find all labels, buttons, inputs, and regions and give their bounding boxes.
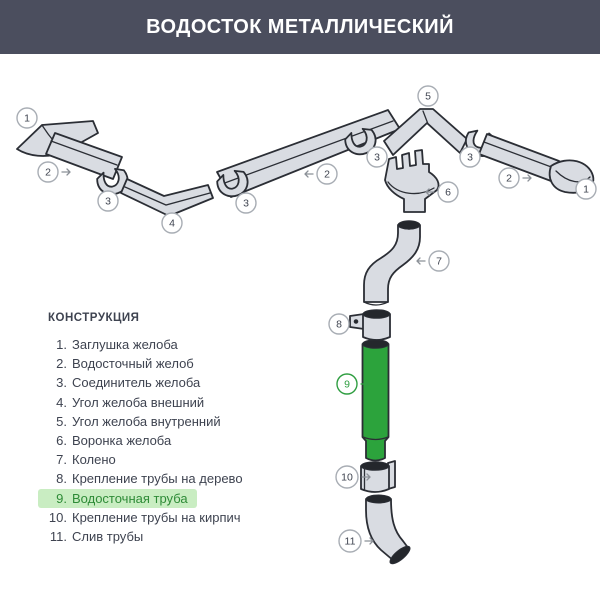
callout-gutter-left xyxy=(38,162,70,182)
callout-number: 1 xyxy=(583,183,589,196)
legend-list xyxy=(38,335,252,546)
part-bracket-wood-shape xyxy=(350,310,390,340)
callout-number: 1 xyxy=(24,112,30,125)
part-gutter-right-shape xyxy=(479,134,559,181)
callout-number: 5 xyxy=(425,90,431,103)
legend xyxy=(38,312,252,546)
arrow-right-icon xyxy=(523,175,531,181)
arrow-left-icon xyxy=(417,258,425,264)
legend-item-label: Водосточный желоб xyxy=(72,356,194,372)
callout-number: 3 xyxy=(243,197,249,210)
legend-item xyxy=(38,527,152,546)
arrow-left-icon xyxy=(305,171,313,177)
callout-number: 2 xyxy=(45,166,51,179)
arrow-right-icon xyxy=(62,169,70,175)
legend-item-label: Крепление трубы на кирпич xyxy=(72,509,241,525)
legend-item-number: 4. xyxy=(56,394,67,410)
page-title: ВОДОСТОК МЕТАЛЛИЧЕСКИЙ xyxy=(146,15,454,38)
legend-item-label: Соединитель желоба xyxy=(72,375,201,391)
callout-gutter-middle xyxy=(305,164,337,184)
callout-connector-mid-left xyxy=(236,193,256,213)
callout-number: 10 xyxy=(341,471,353,484)
legend-item xyxy=(38,489,197,508)
callout-number: 3 xyxy=(374,151,380,164)
callout-elbow xyxy=(417,251,449,271)
callout-drain xyxy=(339,530,373,552)
callout-corner-inner xyxy=(418,86,438,106)
callout-connector-left xyxy=(98,191,118,211)
legend-item-number: 6. xyxy=(56,433,67,449)
callout-endcap-right xyxy=(576,179,596,199)
callout-connector-mid-right xyxy=(367,147,387,167)
legend-item xyxy=(38,508,250,527)
part-downpipe-shape xyxy=(363,340,389,461)
arrow-right-icon xyxy=(365,538,373,544)
legend-item-label: Слив трубы xyxy=(72,528,144,544)
legend-title: КОНСТРУКЦИЯ xyxy=(48,312,140,324)
legend-item-number: 5. xyxy=(56,413,67,429)
callout-number: 8 xyxy=(336,318,342,331)
legend-item-number: 11. xyxy=(49,528,67,544)
legend-item-label: Водосточная труба xyxy=(72,490,188,506)
legend-item-number: 8. xyxy=(56,471,67,487)
callout-number: 7 xyxy=(436,255,442,268)
legend-item-label: Колено xyxy=(72,452,116,468)
legend-item xyxy=(38,431,180,450)
callout-corner-outer xyxy=(162,213,182,233)
callout-number: 3 xyxy=(105,195,111,208)
legend-item-number: 1. xyxy=(56,337,67,353)
legend-item-label: Воронка желоба xyxy=(72,433,172,449)
part-corner-outer-shape xyxy=(121,179,213,216)
part-corner-inner-shape xyxy=(384,109,467,155)
callout-bracket-wood xyxy=(329,314,349,334)
legend-item xyxy=(38,335,187,354)
legend-item-number: 7. xyxy=(56,452,67,468)
callout-number: 2 xyxy=(506,172,512,185)
part-elbow-shape xyxy=(364,221,420,305)
callout-number: 4 xyxy=(169,217,175,230)
callout-endcap-left xyxy=(17,108,37,128)
legend-item-label: Заглушка желоба xyxy=(72,337,178,353)
legend-item xyxy=(38,469,252,488)
legend-item xyxy=(38,393,213,412)
callout-number: 11 xyxy=(344,535,356,548)
legend-item xyxy=(38,450,125,469)
legend-item-label: Угол желоба внутренний xyxy=(72,413,221,429)
callout-number: 9 xyxy=(344,378,350,391)
part-drain-shape xyxy=(366,495,412,566)
legend-item-number: 9. xyxy=(56,490,67,506)
legend-item-number: 3. xyxy=(56,375,67,391)
legend-item-number: 10. xyxy=(48,509,67,525)
callout-connector-right xyxy=(460,147,480,167)
legend-item xyxy=(38,354,203,373)
callout-number: 3 xyxy=(467,151,473,164)
legend-item xyxy=(38,412,230,431)
callout-number: 6 xyxy=(445,186,451,199)
legend-item-label: Угол желоба внешний xyxy=(72,394,205,410)
legend-item xyxy=(38,373,209,392)
part-funnel-shape xyxy=(385,150,439,212)
legend-item-number: 2. xyxy=(56,356,67,372)
legend-item-label: Крепление трубы на дерево xyxy=(72,471,243,487)
callout-number: 2 xyxy=(324,168,330,181)
